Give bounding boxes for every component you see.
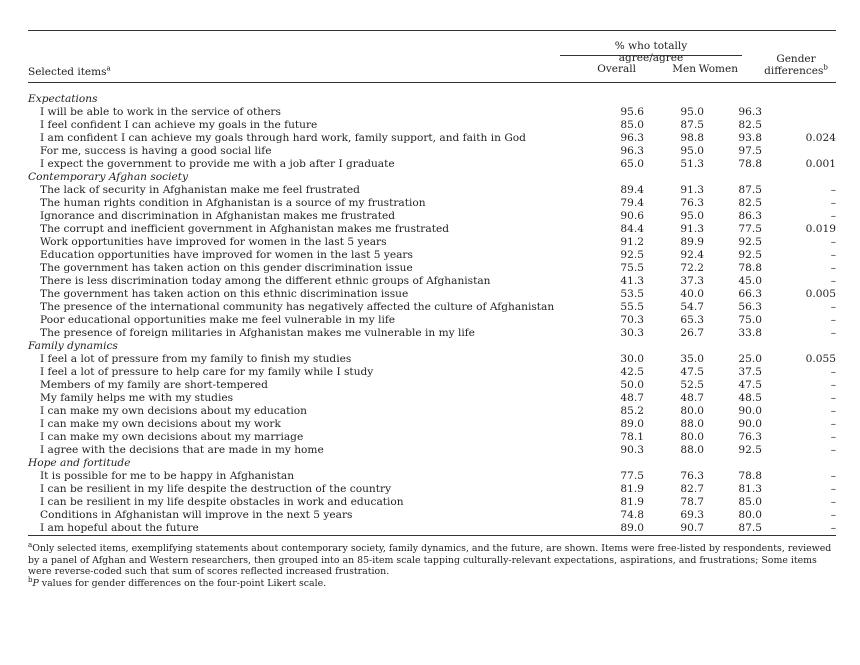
overall-cell: 74.8 (620, 509, 644, 521)
gender-diff-cell: 0.001 (805, 158, 836, 170)
gender-diff-cell: – (830, 470, 836, 482)
men-cell: 72.2 (680, 262, 704, 274)
item-label: I am hopeful about the future (40, 522, 199, 534)
gender-diff-cell: – (830, 197, 836, 209)
women-cell: 76.3 (738, 431, 762, 443)
gender-diff-cell: – (830, 236, 836, 248)
section-row (28, 93, 836, 106)
men-cell: 76.3 (680, 197, 704, 209)
data-table (28, 93, 836, 535)
table-row (28, 262, 836, 275)
section-label: Hope and fortitude (28, 457, 131, 469)
overall-cell: 92.5 (620, 249, 644, 261)
gender-diff-cell: – (830, 262, 836, 274)
table-row (28, 483, 836, 496)
men-cell: 82.7 (680, 483, 704, 495)
women-cell: 87.5 (738, 522, 762, 534)
men-cell: 65.3 (680, 314, 704, 326)
gender-diff-cell: – (830, 366, 836, 378)
item-label: The government has taken action on this gender discrimination issue (40, 262, 413, 274)
gender-diff-cell: – (830, 496, 836, 508)
gender-diff-cell: – (830, 301, 836, 313)
overall-cell: 65.0 (620, 158, 644, 170)
overall-cell: 30.0 (620, 353, 644, 365)
gender-diff-cell (762, 106, 836, 119)
overall-cell: 81.9 (620, 496, 644, 508)
women-cell: 85.0 (738, 496, 762, 508)
table-row (28, 418, 836, 431)
section-row (28, 171, 836, 184)
item-label: I can make my own decisions about my marriage (40, 431, 304, 443)
women-cell: 82.5 (738, 119, 762, 131)
men-cell: 95.0 (680, 145, 704, 157)
gender-diff-cell: – (830, 522, 836, 534)
table-row (28, 223, 836, 236)
item-label: I am confident I can achieve my goals through hard work, family support, and faith in God (40, 132, 526, 144)
table-row (28, 301, 836, 314)
gender-diff-cell: 0.019 (805, 223, 836, 235)
overall-cell: 77.5 (620, 470, 644, 482)
footnote-b: $^b$P values for gender differences on the four-point Likert scale. (28, 575, 327, 589)
item-label: I feel confident I can achieve my goals in the future (40, 119, 318, 131)
overall-cell: 30.3 (620, 327, 644, 339)
item-label: I feel a lot of pressure from my family to finish my studies (40, 353, 352, 365)
table-row (28, 366, 836, 379)
overall-cell: 84.4 (620, 223, 644, 235)
men-cell: 76.3 (680, 470, 704, 482)
selected-items-header: Selected items$^a$ (28, 64, 111, 78)
women-cell: 48.5 (738, 392, 762, 404)
overall-cell: 48.7 (620, 392, 644, 404)
overall-cell: 81.9 (620, 483, 644, 495)
section-label: Expectations (28, 93, 98, 105)
women-cell: 92.5 (738, 236, 762, 248)
column-group-rule (560, 55, 742, 56)
overall-cell: 96.3 (620, 145, 644, 157)
table-row (28, 119, 836, 132)
overall-cell: 95.6 (620, 106, 644, 118)
overall-cell: 50.0 (620, 379, 644, 391)
table-row (28, 132, 836, 145)
gender-diff-cell: 0.005 (805, 288, 836, 300)
table-row (28, 210, 836, 223)
item-label: I can make my own decisions about my work (40, 418, 281, 430)
gender-diff-cell: – (830, 275, 836, 287)
overall-cell: 42.5 (620, 366, 644, 378)
men-header: Men (672, 63, 696, 75)
overall-cell: 89.4 (620, 184, 644, 196)
women-header: Women (698, 63, 738, 75)
women-cell: 93.8 (738, 132, 762, 144)
item-label: Poor educational opportunities make me feel vulnerable in my life (40, 314, 396, 326)
item-label: The presence of the international community has negatively affected the culture of Afghanistan (40, 301, 555, 313)
men-cell: 52.5 (680, 379, 704, 391)
table-row (28, 522, 836, 535)
men-cell: 40.0 (680, 288, 704, 300)
table-row (28, 288, 836, 301)
table-row (28, 431, 836, 444)
table-row (28, 509, 836, 522)
gender-diff-cell: – (830, 392, 836, 404)
overall-cell: 96.3 (620, 132, 644, 144)
overall-cell: 53.5 (620, 288, 644, 300)
overall-cell: 85.2 (620, 405, 644, 417)
table-row (28, 106, 836, 119)
table-row (28, 158, 836, 171)
men-cell: 88.0 (680, 418, 704, 430)
men-cell: 91.3 (680, 184, 704, 196)
table-row (28, 197, 836, 210)
gender-diff-cell: – (830, 405, 836, 417)
item-label: My family helps me with my studies (40, 392, 234, 404)
men-cell: 95.0 (680, 106, 704, 118)
table-row (28, 145, 836, 158)
item-label: It is possible for me to be happy in Afghanistan (40, 470, 295, 482)
table-row (28, 327, 836, 340)
men-cell: 69.3 (680, 509, 704, 521)
men-cell: 48.7 (680, 392, 704, 404)
item-label: Members of my family are short-tempered (40, 379, 268, 391)
men-cell: 80.0 (680, 405, 704, 417)
men-cell: 78.7 (680, 496, 704, 508)
overall-cell: 78.1 (620, 431, 644, 443)
gender-diff-cell: – (830, 483, 836, 495)
header-rule (28, 82, 836, 83)
column-group-label: % who totally agree/agree (614, 40, 688, 64)
section-label: Contemporary Afghan society (28, 171, 188, 183)
overall-cell: 41.3 (620, 275, 644, 287)
gender-diff-cell: – (830, 444, 836, 456)
overall-cell: 70.3 (620, 314, 644, 326)
table-row (28, 444, 836, 457)
overall-cell: 90.3 (620, 444, 644, 456)
item-label: I agree with the decisions that are made in my home (40, 444, 324, 456)
item-label: Ignorance and discrimination in Afghanistan makes me frustrated (40, 210, 396, 222)
women-cell: 56.3 (738, 301, 762, 313)
overall-cell: 75.5 (620, 262, 644, 274)
item-label: For me, success is having a good social life (40, 145, 272, 157)
gender-diff-cell (762, 119, 836, 132)
item-label: I will be able to work in the service of others (40, 106, 281, 118)
section-row (28, 457, 836, 470)
item-label: The presence of foreign militaries in Afghanistan makes me vulnerable in my life (40, 327, 475, 339)
women-cell: 37.5 (738, 366, 762, 378)
overall-cell: 85.0 (620, 119, 644, 131)
item-label: The lack of security in Afghanistan make me feel frustrated (40, 184, 360, 196)
overall-cell: 55.5 (620, 301, 644, 313)
men-cell: 91.3 (680, 223, 704, 235)
gender-diff-cell: – (830, 314, 836, 326)
men-cell: 95.0 (680, 210, 704, 222)
item-label: There is less discrimination today among the different ethnic groups of Afghanistan (40, 275, 491, 287)
women-cell: 25.0 (738, 353, 762, 365)
item-label: Education opportunities have improved for women in the last 5 years (40, 249, 413, 261)
women-cell: 82.5 (738, 197, 762, 209)
women-cell: 33.8 (738, 327, 762, 339)
men-cell: 47.5 (680, 366, 704, 378)
men-cell: 51.3 (680, 158, 704, 170)
section-label: Family dynamics (28, 340, 118, 352)
item-label: I can make my own decisions about my education (40, 405, 307, 417)
men-cell: 54.7 (680, 301, 704, 313)
section-row (28, 340, 836, 353)
women-cell: 78.8 (738, 158, 762, 170)
gender-diff-cell: – (830, 327, 836, 339)
table-row (28, 379, 836, 392)
women-cell: 77.5 (738, 223, 762, 235)
overall-cell: 89.0 (620, 418, 644, 430)
item-label: The government has taken action on this ethnic discrimination issue (40, 288, 409, 300)
table-row (28, 184, 836, 197)
women-cell: 90.0 (738, 418, 762, 430)
men-cell: 89.9 (680, 236, 704, 248)
overall-header: Overall (597, 63, 636, 75)
gender-diff-cell: – (830, 431, 836, 443)
table-row (28, 236, 836, 249)
men-cell: 80.0 (680, 431, 704, 443)
women-cell: 78.8 (738, 262, 762, 274)
women-cell: 66.3 (738, 288, 762, 300)
gender-diff-cell: – (830, 418, 836, 430)
gender-diff-cell: – (830, 210, 836, 222)
bottom-rule (28, 535, 836, 536)
top-rule (28, 30, 836, 31)
overall-cell: 79.4 (620, 197, 644, 209)
table-row (28, 392, 836, 405)
gender-diff-cell: – (830, 379, 836, 391)
item-label: I feel a lot of pressure to help care for my family while I study (40, 366, 374, 378)
gender-diff-cell: – (830, 249, 836, 261)
women-cell: 75.0 (738, 314, 762, 326)
women-cell: 92.5 (738, 249, 762, 261)
women-cell: 86.3 (738, 210, 762, 222)
men-cell: 35.0 (680, 353, 704, 365)
item-label: The corrupt and inefficient government in Afghanistan makes me frustrated (40, 223, 449, 235)
overall-cell: 91.2 (620, 236, 644, 248)
footnotes (28, 540, 836, 589)
item-label: The human rights condition in Afghanistan is a source of my frustration (40, 197, 426, 209)
gender-diff-cell: 0.024 (805, 132, 836, 144)
women-cell: 78.8 (738, 470, 762, 482)
women-cell: 80.0 (738, 509, 762, 521)
men-cell: 26.7 (680, 327, 704, 339)
women-cell: 92.5 (738, 444, 762, 456)
overall-cell: 90.6 (620, 210, 644, 222)
gender-diff-cell: – (830, 509, 836, 521)
gender-diff-cell (762, 145, 836, 158)
men-cell: 88.0 (680, 444, 704, 456)
men-cell: 90.7 (680, 522, 704, 534)
gender-diff-header: Gender differences$^b$ (764, 53, 828, 77)
women-cell: 96.3 (738, 106, 762, 118)
men-cell: 87.5 (680, 119, 704, 131)
table-row (28, 314, 836, 327)
table-row (28, 249, 836, 262)
table-row (28, 405, 836, 418)
women-cell: 45.0 (738, 275, 762, 287)
women-cell: 97.5 (738, 145, 762, 157)
gender-diff-cell: 0.055 (805, 353, 836, 365)
overall-cell: 89.0 (620, 522, 644, 534)
item-label: I can be resilient in my life despite obstacles in work and education (40, 496, 404, 508)
women-cell: 87.5 (738, 184, 762, 196)
table-row (28, 470, 836, 483)
item-label: I expect the government to provide me with a job after I graduate (40, 158, 395, 170)
item-label: Conditions in Afghanistan will improve in the next 5 years (40, 509, 353, 521)
women-cell: 90.0 (738, 405, 762, 417)
item-label: I can be resilient in my life despite the destruction of the country (40, 483, 392, 495)
women-cell: 47.5 (738, 379, 762, 391)
table-row (28, 353, 836, 366)
table-row (28, 275, 836, 288)
item-label: Work opportunities have improved for women in the last 5 years (40, 236, 387, 248)
men-cell: 37.3 (680, 275, 704, 287)
men-cell: 92.4 (680, 249, 704, 261)
footnote-a: $^a$Only selected items, exemplifying statements about contemporary society, family dynamics, and the future, are shown. Items were free-listed by respondents, reviewed by a panel of Afghan and Western researchers, then grouped into an 85-item scale tapping culturally-relevant expectations, aspirations, and frustrations; Some items were reverse-coded such that sum of scores reflected increased frustration. (28, 540, 832, 577)
women-cell: 81.3 (738, 483, 762, 495)
gender-diff-cell: – (830, 184, 836, 196)
table-row (28, 496, 836, 509)
men-cell: 98.8 (680, 132, 704, 144)
